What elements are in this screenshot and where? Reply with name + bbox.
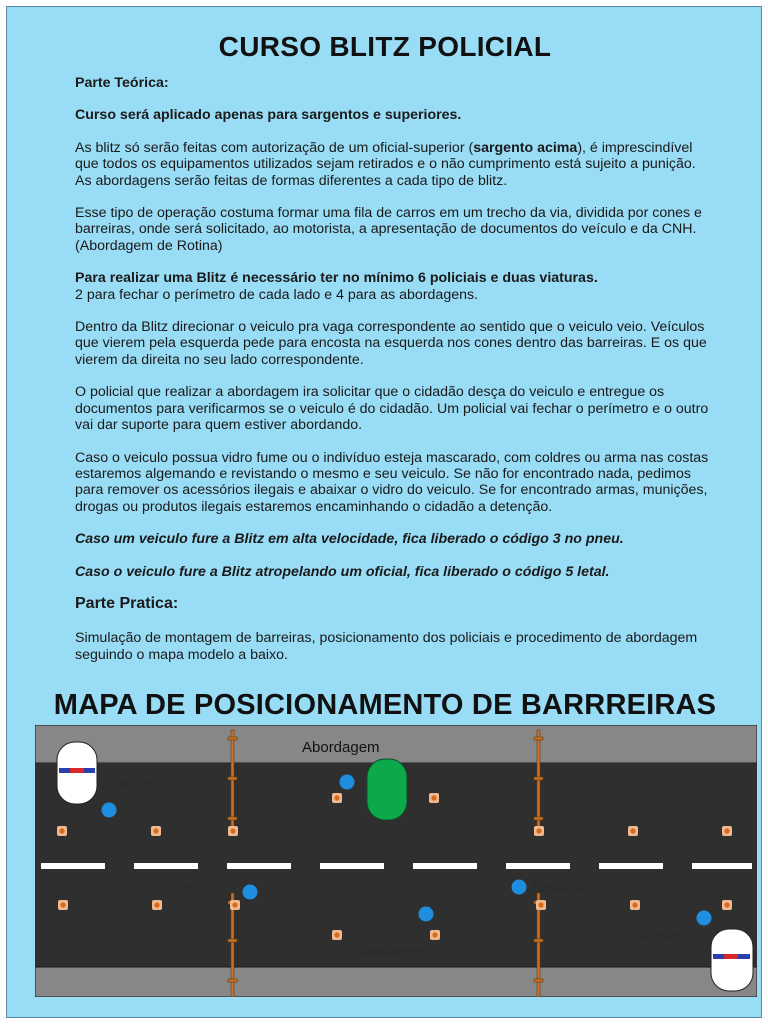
theory-paragraph-9: Caso o veiculo fure a Blitz atropelando um oficial, fica liberado o código 5 letal. — [75, 563, 610, 580]
cone — [230, 900, 240, 910]
theory-paragraph-6: O policial que realizar a abordagem ira solicitar que o cidadão desça do veiculo e entregue os documentos para verificarmos se o veiculo é do cidadão. Um policial vai fechar o perímetro e o outro vai dar suporte para quem estiver abordando. — [75, 384, 709, 434]
lane-dash — [413, 863, 477, 869]
lane-dash — [320, 863, 384, 869]
practice-paragraph: Simulação de montagem de barreiras, posicionamento dos policiais e procedimento de abordagem seguindo o mapa modelo a baixo. — [75, 630, 698, 663]
theory-paragraph-7: Caso o veiculo possua vidro fume ou o indivíduo esteja mascarado, com coldres ou arma nas costas estaremos algemando e revistando o mesmo e seu veiculo. Se não for encontrado nada, pedimos para remover os acessórios ilegais e abaixar o vidro do veiculo. Se for encontrado armas, munições, drogas ou produtos ilegais estaremos encaminhando o cidadão a detenção. — [75, 449, 709, 515]
cone — [332, 930, 342, 940]
label-assistencia-right: Assitência — [532, 878, 596, 894]
practice-heading: Parte Pratica: — [75, 594, 179, 612]
cone — [152, 900, 162, 910]
theory-paragraph-1: Curso será aplicado apenas para sargentos e superiores. — [75, 107, 462, 124]
lane-dash — [692, 863, 752, 869]
cone — [58, 900, 68, 910]
label-abordagem-top: Abordagem — [302, 739, 380, 756]
label-assistencia-left: Assitência — [157, 881, 221, 897]
theory-paragraph-5: Dentro da Blitz direcionar o veiculo pra vaga correspondente ao sentido que o veiculo veio. Veículos que vierem pela esquerda pede para encosta na esquerda nos cones dentro das barreiras. E os que vierem da direita no seu lado correspondente. — [75, 319, 707, 368]
cone — [536, 900, 546, 910]
cone — [628, 826, 638, 836]
cone — [430, 930, 440, 940]
theory-paragraph-2 — [75, 140, 715, 189]
officer-abordagem-bottom — [419, 907, 434, 922]
page — [6, 6, 762, 1018]
theory-paragraph-3: Esse tipo de operação costuma formar uma fila de carros em um trecho da via, dividida por cones e barreiras, onde será solicitado, ao motorista, a apresentação de documentos do veículo e da CNH. (Abordagem de Rotina) — [75, 205, 702, 254]
officer-abordagem-top — [340, 775, 355, 790]
label-perimetro-left: Perimetro — [119, 777, 180, 793]
cone — [722, 826, 732, 836]
sidewalk-bottom — [35, 967, 757, 997]
police-car-left — [57, 742, 97, 804]
theory-p4-text: 2 para fechar o perímetro de cada lado e 4 para as abordagens. — [75, 286, 479, 303]
police-car-right — [711, 929, 753, 991]
theory-p4-bold: Para realizar uma Blitz é necessário ter no mínimo 6 policiais e duas viaturas. — [75, 270, 598, 287]
page-title: CURSO BLITZ POLICIAL — [218, 31, 552, 62]
theory-p2-text-b: ), é imprescindível que todos os equipamentos utilizados sejam retirados e o não cumprimento está sujeito a punição. As abordagens serão feitas de formas diferentes a cada tipo de blitz. — [75, 139, 696, 189]
theory-paragraph-4 — [75, 270, 715, 303]
officer-perimeter-left — [102, 803, 117, 818]
barrier-map — [35, 725, 757, 997]
theory-section — [75, 75, 715, 679]
lane-dash — [41, 863, 105, 869]
officer-assistencia-left — [243, 885, 258, 900]
cone — [57, 826, 67, 836]
map-title: MAPA DE POSICIONAMENTO DE BARRREIRAS — [53, 689, 717, 721]
cone — [534, 826, 544, 836]
lane-dash — [227, 863, 291, 869]
cone — [151, 826, 161, 836]
theory-p2-text-a: As blitz só serão feitas com autorização de um oficial-superior ( — [75, 139, 474, 156]
officer-perimeter-right — [697, 911, 712, 926]
lane-dash — [506, 863, 570, 869]
sidewalk-top — [35, 725, 757, 763]
lane-dash — [134, 863, 198, 869]
label-abordagem-bottom: Abordagem — [353, 943, 426, 959]
cone — [630, 900, 640, 910]
theory-paragraph-8: Caso um veiculo fure a Blitz em alta velocidade, fica liberado o código 3 no pneu. — [75, 531, 624, 548]
theory-heading: Parte Teórica: — [75, 75, 169, 91]
label-perimetro-right: Perimetro — [630, 928, 691, 944]
cone — [228, 826, 238, 836]
theory-p2-bold: sargento acima — [473, 139, 578, 156]
cone — [332, 793, 342, 803]
cone — [722, 900, 732, 910]
lane-dash — [599, 863, 663, 869]
officer-assistencia-right — [512, 880, 527, 895]
civilian-car — [367, 759, 407, 820]
cone — [429, 793, 439, 803]
